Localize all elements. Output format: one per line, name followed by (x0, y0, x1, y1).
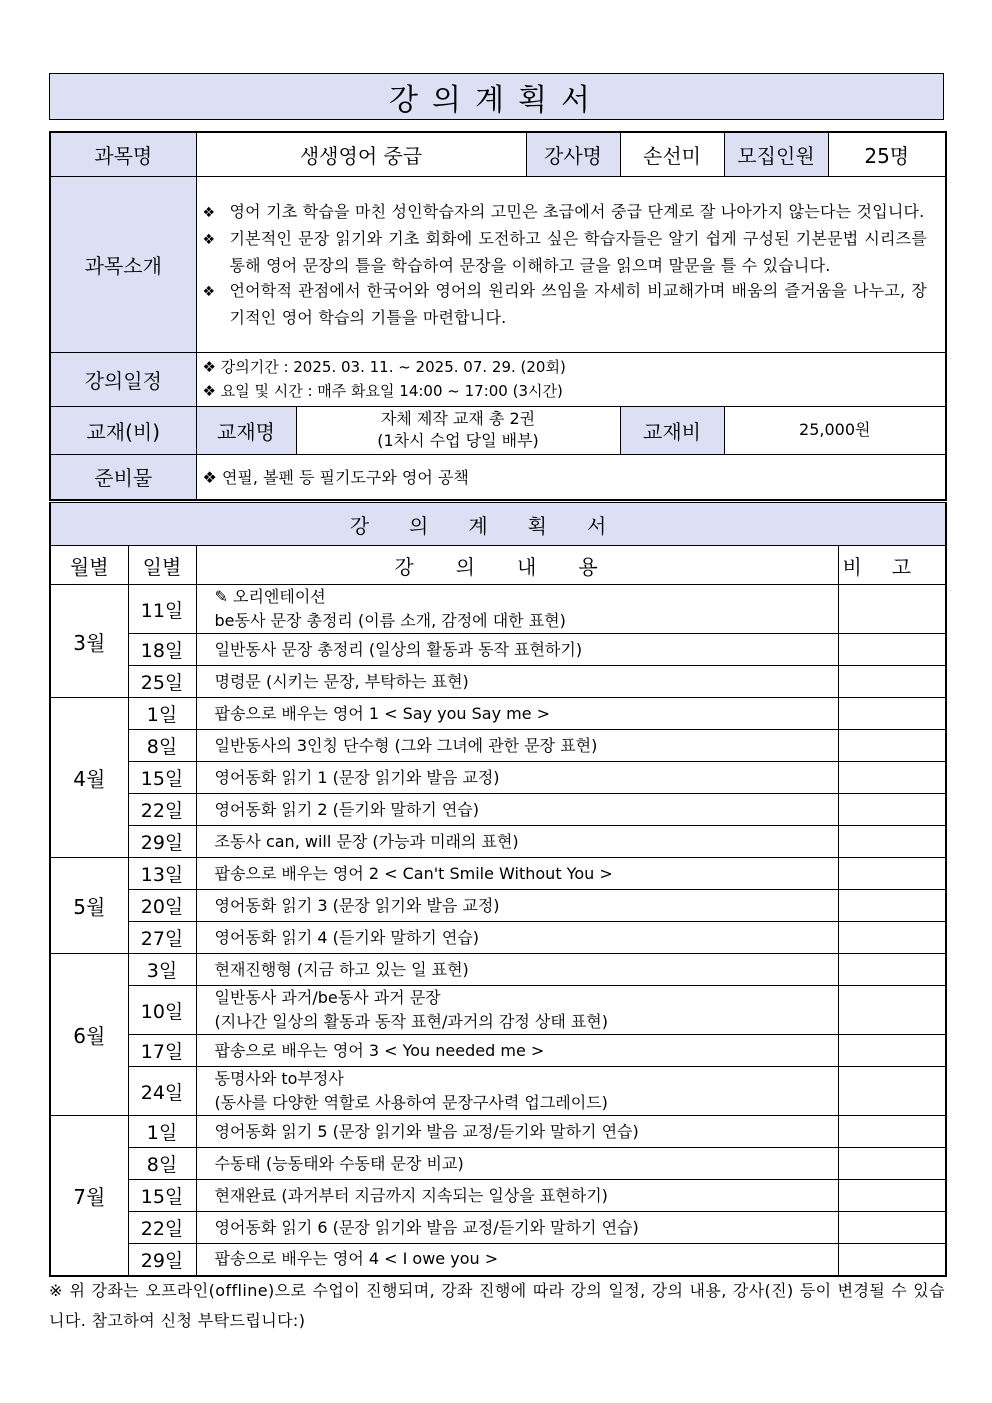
month-cell: 7월 (50, 1116, 128, 1276)
table-row (50, 1212, 946, 1244)
textbook-name-line: 자체 제작 교재 총 2권 (380, 409, 536, 428)
schedule-label: 강의일정 (50, 352, 196, 406)
table-row (50, 1067, 946, 1116)
day-cell: 22일 (128, 794, 196, 826)
remark-cell (838, 1244, 946, 1276)
day-cell: 22일 (128, 1212, 196, 1244)
content-cell (196, 922, 838, 954)
remark-cell (838, 1067, 946, 1116)
content-cell (196, 666, 838, 698)
content-cell (196, 794, 838, 826)
day-cell: 27일 (128, 922, 196, 954)
intro-item (203, 278, 928, 330)
content-line: 조동사 can, will 문장 (가능과 미래의 표현) (214, 831, 519, 851)
content-line: 현재진행형 (지금 하고 있는 일 표현) (214, 959, 469, 979)
day-cell: 15일 (128, 1180, 196, 1212)
day-cell: 20일 (128, 890, 196, 922)
table-row (50, 634, 946, 666)
table-row (50, 666, 946, 698)
remark-cell (838, 698, 946, 730)
table-row (50, 1148, 946, 1180)
content-cell (196, 762, 838, 794)
textbook-fee-value: 25,000원 (724, 406, 946, 454)
day-cell: 24일 (128, 1067, 196, 1116)
content-line: 영어동화 읽기 6 (문장 읽기와 발음 교정/듣기와 말하기 연습) (214, 1217, 639, 1237)
remark-cell (838, 1035, 946, 1067)
content-line: 일반동사 문장 총정리 (일상의 활동과 동작 표현하기) (214, 639, 583, 659)
materials-cell (196, 454, 946, 500)
diamond-bullet-icon: ❖ (202, 283, 216, 300)
content-cell (196, 954, 838, 986)
notice-text: ※ 위 강좌는 오프라인(offline)으로 수업이 진행되며, 강좌 진행에 따라 강의 일정, 강의 내용, 강사(진) 등이 변경될 수 있습니다. 참고하여 신청 부탁드립니다:) (49, 1281, 945, 1330)
remark-cell (838, 634, 946, 666)
day-cell: 3일 (128, 954, 196, 986)
remark-cell (838, 922, 946, 954)
diamond-bullet-icon: ❖ (202, 382, 221, 400)
month-cell: 3월 (50, 585, 128, 698)
content-line: 영어동화 읽기 2 (듣기와 말하기 연습) (214, 799, 479, 819)
textbook-fee-label: 교재비 (620, 406, 724, 454)
remark-header: 비고 (838, 546, 946, 585)
day-cell: 29일 (128, 826, 196, 858)
capacity-value: 25명 (828, 132, 946, 176)
materials-label: 준비물 (50, 454, 196, 500)
textbook-name-line: (1차시 수업 당일 배부) (377, 431, 539, 450)
month-cell: 4월 (50, 698, 128, 858)
day-cell: 1일 (128, 698, 196, 730)
content-line: 일반동사 과거/be동사 과거 문장 (214, 988, 441, 1007)
content-cell (196, 634, 838, 666)
day-cell: 11일 (128, 585, 196, 634)
day-cell: 29일 (128, 1244, 196, 1276)
content-line: 팝송으로 배우는 영어 4 < I owe you > (214, 1249, 499, 1269)
remark-cell (838, 762, 946, 794)
content-cell (196, 890, 838, 922)
table-row (50, 1116, 946, 1148)
course-info-table (49, 131, 947, 501)
table-row (50, 858, 946, 890)
day-cell: 15일 (128, 762, 196, 794)
month-cell: 5월 (50, 858, 128, 954)
table-row (50, 986, 946, 1035)
table-row (50, 1180, 946, 1212)
content-line: 영어동화 읽기 1 (문장 읽기와 발음 교정) (214, 767, 500, 787)
day-cell: 8일 (128, 1148, 196, 1180)
course-intro-cell (196, 176, 946, 352)
content-header: 강의내용 (196, 546, 838, 585)
content-cell (196, 1212, 838, 1244)
intro-item (203, 226, 928, 278)
remark-cell (838, 585, 946, 634)
day-cell: 13일 (128, 858, 196, 890)
intro-item (203, 199, 928, 226)
day-cell: 1일 (128, 1116, 196, 1148)
content-cell (196, 1067, 838, 1116)
content-cell (196, 986, 838, 1035)
table-row (50, 922, 946, 954)
table-row (50, 826, 946, 858)
day-cell: 25일 (128, 666, 196, 698)
content-cell (196, 698, 838, 730)
schedule-text: 강의기간 : 2025. 03. 11. ~ 2025. 07. 29. (20회) (220, 358, 566, 376)
course-name-label: 과목명 (50, 132, 196, 176)
diamond-bullet-icon: ❖ (202, 468, 222, 488)
intro-text: 언어학적 관점에서 한국어와 영어의 원리와 쓰임을 자세히 비교해가며 배움의 즐거움을 나누고, 장기적인 영어 학습의 기틀을 마련합니다. (229, 280, 927, 327)
table-row (50, 730, 946, 762)
content-line: 영어동화 읽기 5 (문장 읽기와 발음 교정/듣기와 말하기 연습) (214, 1121, 639, 1141)
content-line: 영어동화 읽기 3 (문장 읽기와 발음 교정) (214, 895, 500, 915)
textbook-name-value (296, 406, 620, 454)
table-row (50, 698, 946, 730)
remark-cell (838, 1212, 946, 1244)
content-cell (196, 1180, 838, 1212)
intro-text: 기본적인 문장 읽기와 기초 회화에 도전하고 싶은 학습자들은 알기 쉽게 구성된 기본문법 시리즈를 통해 영어 문장의 틀을 학습하여 문장을 이해하고 글을 읽으며 말문을 틀 수 있습니다. (229, 228, 927, 275)
content-cell (196, 858, 838, 890)
remark-cell (838, 954, 946, 986)
diamond-bullet-icon: ❖ (202, 204, 216, 221)
remark-cell (838, 986, 946, 1035)
content-line: 동명사와 to부정사 (214, 1069, 344, 1088)
document-title: 강의계획서 (49, 73, 944, 120)
remark-cell (838, 666, 946, 698)
content-cell (196, 1116, 838, 1148)
table-row (50, 794, 946, 826)
content-line: 현재완료 (과거부터 지금까지 지속되는 일상을 표현하기) (214, 1185, 608, 1205)
lecture-plan-title: 강의계획서 (50, 503, 946, 546)
content-cell (196, 585, 838, 634)
content-line: 팝송으로 배우는 영어 2 < Can't Smile Without You > (214, 863, 613, 883)
schedule-text: 요일 및 시간 : 매주 화요일 14:00 ~ 17:00 (3시간) (220, 382, 563, 400)
content-line: 일반동사의 3인칭 단수형 (그와 그녀에 관한 문장 표현) (214, 735, 598, 755)
instructor-label: 강사명 (526, 132, 620, 176)
day-header: 일별 (128, 546, 196, 585)
table-row (50, 890, 946, 922)
content-line: 명령문 (시키는 문장, 부탁하는 표현) (214, 671, 469, 691)
content-line: (동사를 다양한 역할로 사용하여 문장구사력 업그레이드) (214, 1093, 608, 1112)
content-cell (196, 730, 838, 762)
content-cell (196, 826, 838, 858)
course-intro-list (197, 195, 946, 334)
schedule-item (203, 355, 940, 379)
table-row (50, 585, 946, 634)
day-cell: 8일 (128, 730, 196, 762)
table-row (50, 1244, 946, 1276)
table-row (50, 762, 946, 794)
day-cell: 10일 (128, 986, 196, 1035)
materials-value: 연필, 볼펜 등 필기도구와 영어 공책 (221, 468, 469, 488)
course-name-value: 생생영어 중급 (196, 132, 526, 176)
remark-cell (838, 730, 946, 762)
remark-cell (838, 826, 946, 858)
content-cell (196, 1244, 838, 1276)
content-line: (지나간 일상의 활동과 동작 표현/과거의 감정 상태 표현) (214, 1012, 609, 1031)
content-line: 영어동화 읽기 4 (듣기와 말하기 연습) (214, 927, 479, 947)
schedule-item (203, 379, 940, 403)
remark-cell (838, 1116, 946, 1148)
remark-cell (838, 1180, 946, 1212)
schedule-cell (196, 352, 946, 406)
diamond-bullet-icon: ❖ (202, 358, 221, 376)
remark-cell (838, 794, 946, 826)
lecture-plan-table (49, 502, 947, 1277)
diamond-bullet-icon: ❖ (202, 231, 216, 248)
remark-cell (838, 1148, 946, 1180)
month-header: 월별 (50, 546, 128, 585)
content-line: be동사 문장 총정리 (이름 소개, 감정에 대한 표현) (214, 611, 566, 630)
intro-text: 영어 기초 학습을 마친 성인학습자의 고민은 초급에서 중급 단계로 잘 나아가지 않는다는 것입니다. (229, 201, 925, 221)
remark-cell (838, 890, 946, 922)
month-cell: 6월 (50, 954, 128, 1116)
table-row (50, 954, 946, 986)
textbook-label: 교재(비) (50, 406, 196, 454)
capacity-label: 모집인원 (724, 132, 828, 176)
content-line: 수동태 (능동태와 수동태 문장 비교) (214, 1153, 464, 1173)
content-cell (196, 1148, 838, 1180)
content-cell (196, 1035, 838, 1067)
course-intro-label: 과목소개 (50, 176, 196, 352)
table-row (50, 1035, 946, 1067)
textbook-name-label: 교재명 (196, 406, 296, 454)
instructor-value: 손선미 (620, 132, 724, 176)
day-cell: 18일 (128, 634, 196, 666)
day-cell: 17일 (128, 1035, 196, 1067)
content-line: ✎ 오리엔테이션 (214, 587, 326, 606)
remark-cell (838, 858, 946, 890)
content-line: 팝송으로 배우는 영어 1 < Say you Say me > (214, 703, 551, 723)
schedule-list (197, 353, 946, 405)
content-line: 팝송으로 배우는 영어 3 < You needed me > (214, 1040, 545, 1060)
